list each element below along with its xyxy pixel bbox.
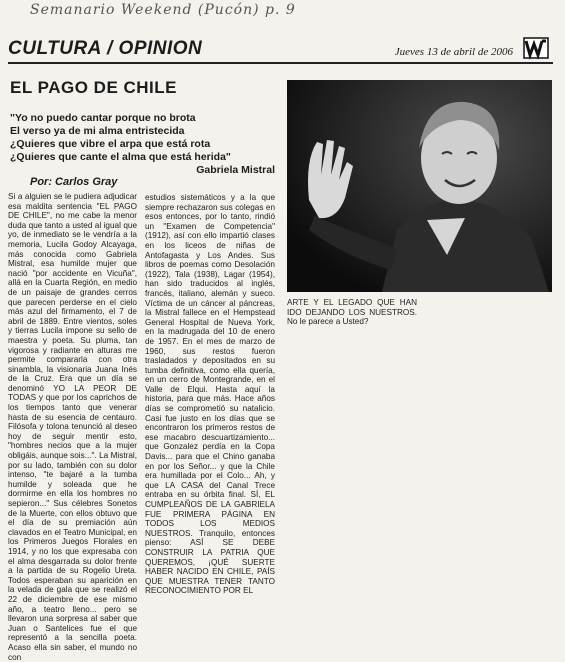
epigraph-line: ¿Quieres que vibre el arpa que está rota	[10, 138, 211, 150]
byline: Por: Carlos Gray	[30, 176, 118, 188]
portrait-photo-image	[287, 80, 552, 292]
epigraph-line: El verso ya de mi alma entristecida	[10, 125, 185, 137]
article-column-3	[287, 298, 417, 596]
newspaper-logo-icon	[523, 36, 549, 60]
issue-date: Jueves 13 de abril de 2006	[394, 46, 513, 58]
article-column-1	[8, 192, 137, 662]
article-title: EL PAGO DE CHILE	[10, 78, 178, 97]
portrait-photo	[287, 80, 552, 292]
epigraph	[10, 112, 275, 177]
epigraph-line: ¿Quieres que cante el alma que está herida"	[10, 151, 231, 163]
section-title: CULTURA / OPINION	[8, 38, 203, 59]
column-text: Si a alguien se le pudiera adjudicar esa maldita sentencia "EL PAGO DE CHILE", no me cabe la menor duda que tanto a usted al igual que yo, de inmediato se le vendría a la memoria, Lucila Godoy Alcayaga, más conocida como Gabriela Mistral, esa humilde mujer que nació "por accidente en Vicuña", allá en la Cuarta Región, en medio de un paisaje de grandes cerros que parecen perderse en el cielo más azul del firmamento, el 7 de abril de 1889. Entre vientos, soles y tierras Lucila impone su sello de maestra y poeta. Su pluma, tan vigorosa y radiante en alturas me permite compararla con otra sinambla, la visionaria Juana Inés de la Cruz. Era que un día se denominó YO LA PEOR DE TODAS y que por los caprichos de los tiempos tanto que venerar hasta de su esencia de centauro. Filósofa y tolona tenunció al deseo hoy de seguir mentir esto, "hombres necios que a la mujer obligáis, aunque sois...". La Mistral, por su lado, también con su dolor intenso, "te bajaré a la tumba humilde y soleada que he dormirme en ella los hombres no sepieron..." Sus célebres Sonetos de la Muerte, con ellos obtuvo que el día de su premiación aún clavados en el Teatro Municipal, en los Primeros Juegos Florales en 1914, y no los que expresaba con el alma desgarrada su dolor frente a la partida de su Rogelio Ureta. Todos esperaban su aparición en la velada de gala que se realizó el 22 de diciembre de ese mismo año, a teatro lleno... pero se llevaron una sorpresa al saber que Juan o Santelices fue el que representó a la sencilla poeta. Acaso ella sin saber, el mundo no con	[8, 192, 137, 662]
column-text: ARTE Y EL LEGADO QUE HAN IDO DEJANDO LOS NUESTROS. No le parece a Usted?	[287, 298, 417, 327]
section-header	[8, 38, 553, 64]
article-column-2	[145, 193, 275, 597]
epigraph-line: "Yo no puedo cantar porque no brota	[10, 112, 196, 124]
column-text: estudios sistemáticos y a la que siempre rechazaron sus colegas en esos entonces, por lo tanto, rindió un "Examen de Competencia" (1912), así con ello impartió clases en los liceos de niñas de Antofagasta y Los Andes. Sus libros de poemas como Desolación (1922), Tala (1938), Lagar (1954), han sido traducidos al inglés, francés, italiano, alemán y sueco. Víctima de un cáncer al páncreas, la Mistral fallece en el Hempstead General Hospital de Nueva York, en la madrugada del 10 de enero de 1957. En el mes de marzo de 1960, sus restos fueron trasladados y depositados en su tumba definitiva, como ella quería, en un cerro de Montegrande, en el Valle de Elqui. Hasta aquí la historia, para que más. Hace años días se comprometió su natalicio. Casi fue justo en los días que se encontraron los primeros restos de ese macabro descuartizamiento... que Gonzalez perdía en la Copa Davis... para que el Chino ganaba en por los Señor... y que la Chile era humillada por el Colo... Ah, y que LA CASA del Canal Trece entraba en su órbita final. SÍ, EL CUMPLEAÑOS DE LA GABRIELA FUE PRIMERA PÁGINA EN TODOS LOS MEDIOS NUESTROS. Tranquilo, entonces pienso: ASÍ SE DEBE CONSTRUIR LA PATRIA QUE QUEREMOS, ¡QUÉ SUERTE HABER NACIDO EN CHILE, PAÍS QUE MUESTRA TENER TANTO RECONOCIMIENTO POR EL	[145, 193, 275, 596]
handwritten-annotation: Semanario Weekend (Pucón) p. 9	[30, 2, 296, 18]
epigraph-author: Gabriela Mistral	[196, 164, 275, 176]
